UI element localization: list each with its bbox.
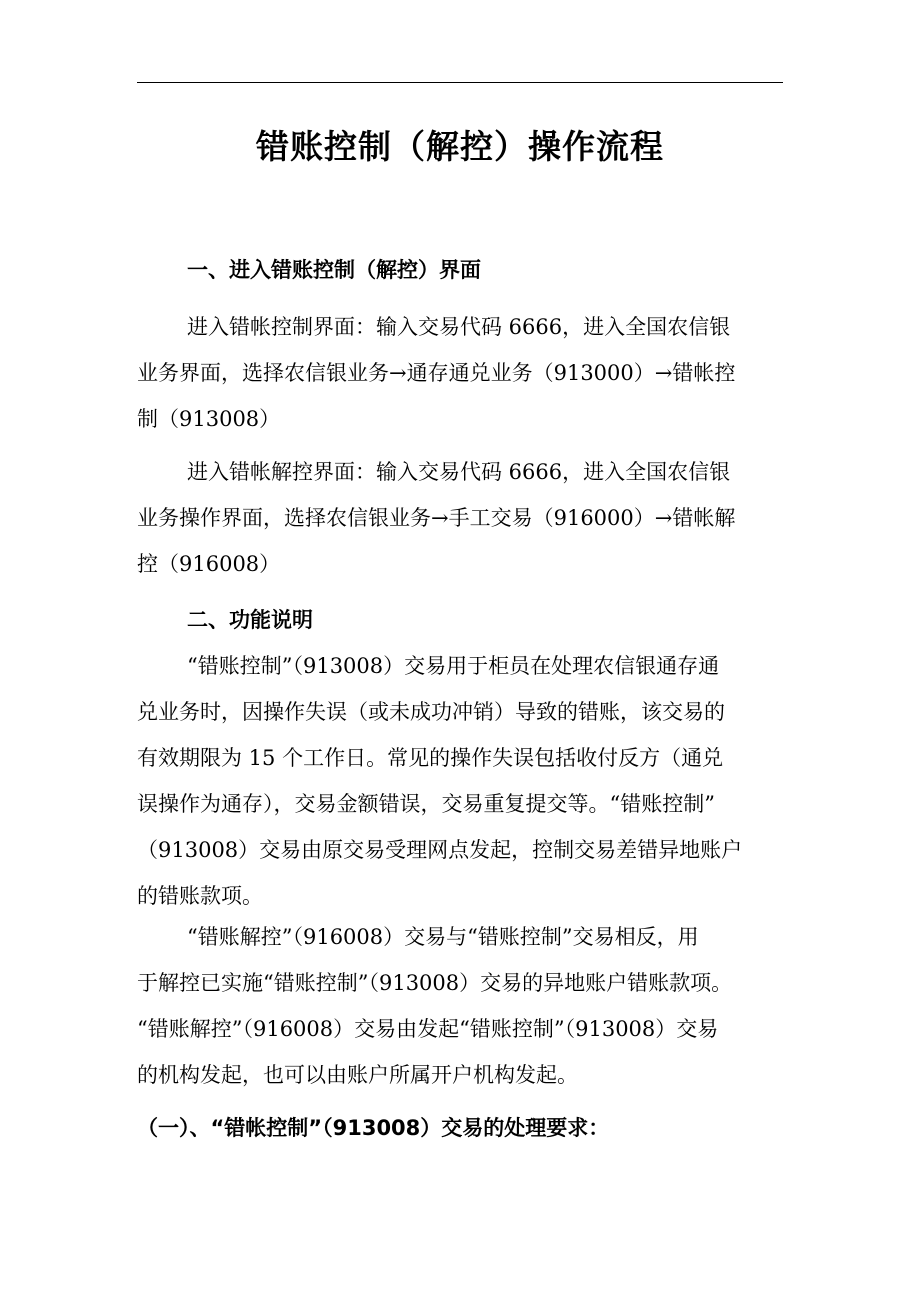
paragraph-line: 的机构发起，也可以由账户所属开户机构发起。 xyxy=(137,1063,578,1087)
paragraph-line: 控（916008） xyxy=(137,552,281,576)
paragraph-line: 制（913008） xyxy=(137,407,281,431)
paragraph-release-description xyxy=(137,914,783,1098)
paragraph-line: 兑业务时，因操作失误（或未成功冲销）导致的错账，该交易的 xyxy=(137,700,725,724)
paragraph-line: 于解控已实施“错账控制”（913008）交易的异地账户错账款项。 xyxy=(137,971,733,995)
paragraph-line: “错账控制”（913008）交易用于柜员在处理农信银通存通 xyxy=(187,654,720,678)
section-heading-function: 二、功能说明 xyxy=(187,608,313,632)
paragraph-line: 业务界面，选择农信银业务→通存通兑业务（913000）→错帐控 xyxy=(137,361,736,385)
paragraph-release-entry xyxy=(137,449,783,587)
paragraph-control-entry xyxy=(137,304,783,442)
paragraph-line: 进入错帐控制界面：输入交易代码 6666，进入全国农信银 xyxy=(187,315,731,339)
paragraph-line: （913008）交易由原交易受理网点发起，控制交易差错异地账户 xyxy=(137,838,743,862)
paragraph-control-description xyxy=(137,643,783,919)
subsection-heading-requirements: （一）、“错帐控制”（913008）交易的处理要求： xyxy=(137,1116,610,1140)
section-heading-entry: 一、进入错账控制（解控）界面 xyxy=(187,258,481,282)
header-rule xyxy=(137,82,783,83)
paragraph-line: 的错账款项。 xyxy=(137,884,263,908)
paragraph-line: “错账解控”（916008）交易与“错账控制”交易相反，用 xyxy=(187,925,699,949)
paragraph-line: 误操作为通存），交易金额错误，交易重复提交等。“错账控制” xyxy=(137,792,715,816)
paragraph-line: 业务操作界面，选择农信银业务→手工交易（916000）→错帐解 xyxy=(137,506,736,530)
paragraph-line: 进入错帐解控界面：输入交易代码 6666，进入全国农信银 xyxy=(187,460,731,484)
paragraph-line: 有效期限为 15 个工作日。常见的操作失误包括收付反方（通兑 xyxy=(137,746,724,770)
document-title: 错账控制（解控）操作流程 xyxy=(256,127,664,166)
paragraph-line: “错账解控”（916008）交易由发起“错账控制”（913008）交易 xyxy=(137,1017,719,1041)
